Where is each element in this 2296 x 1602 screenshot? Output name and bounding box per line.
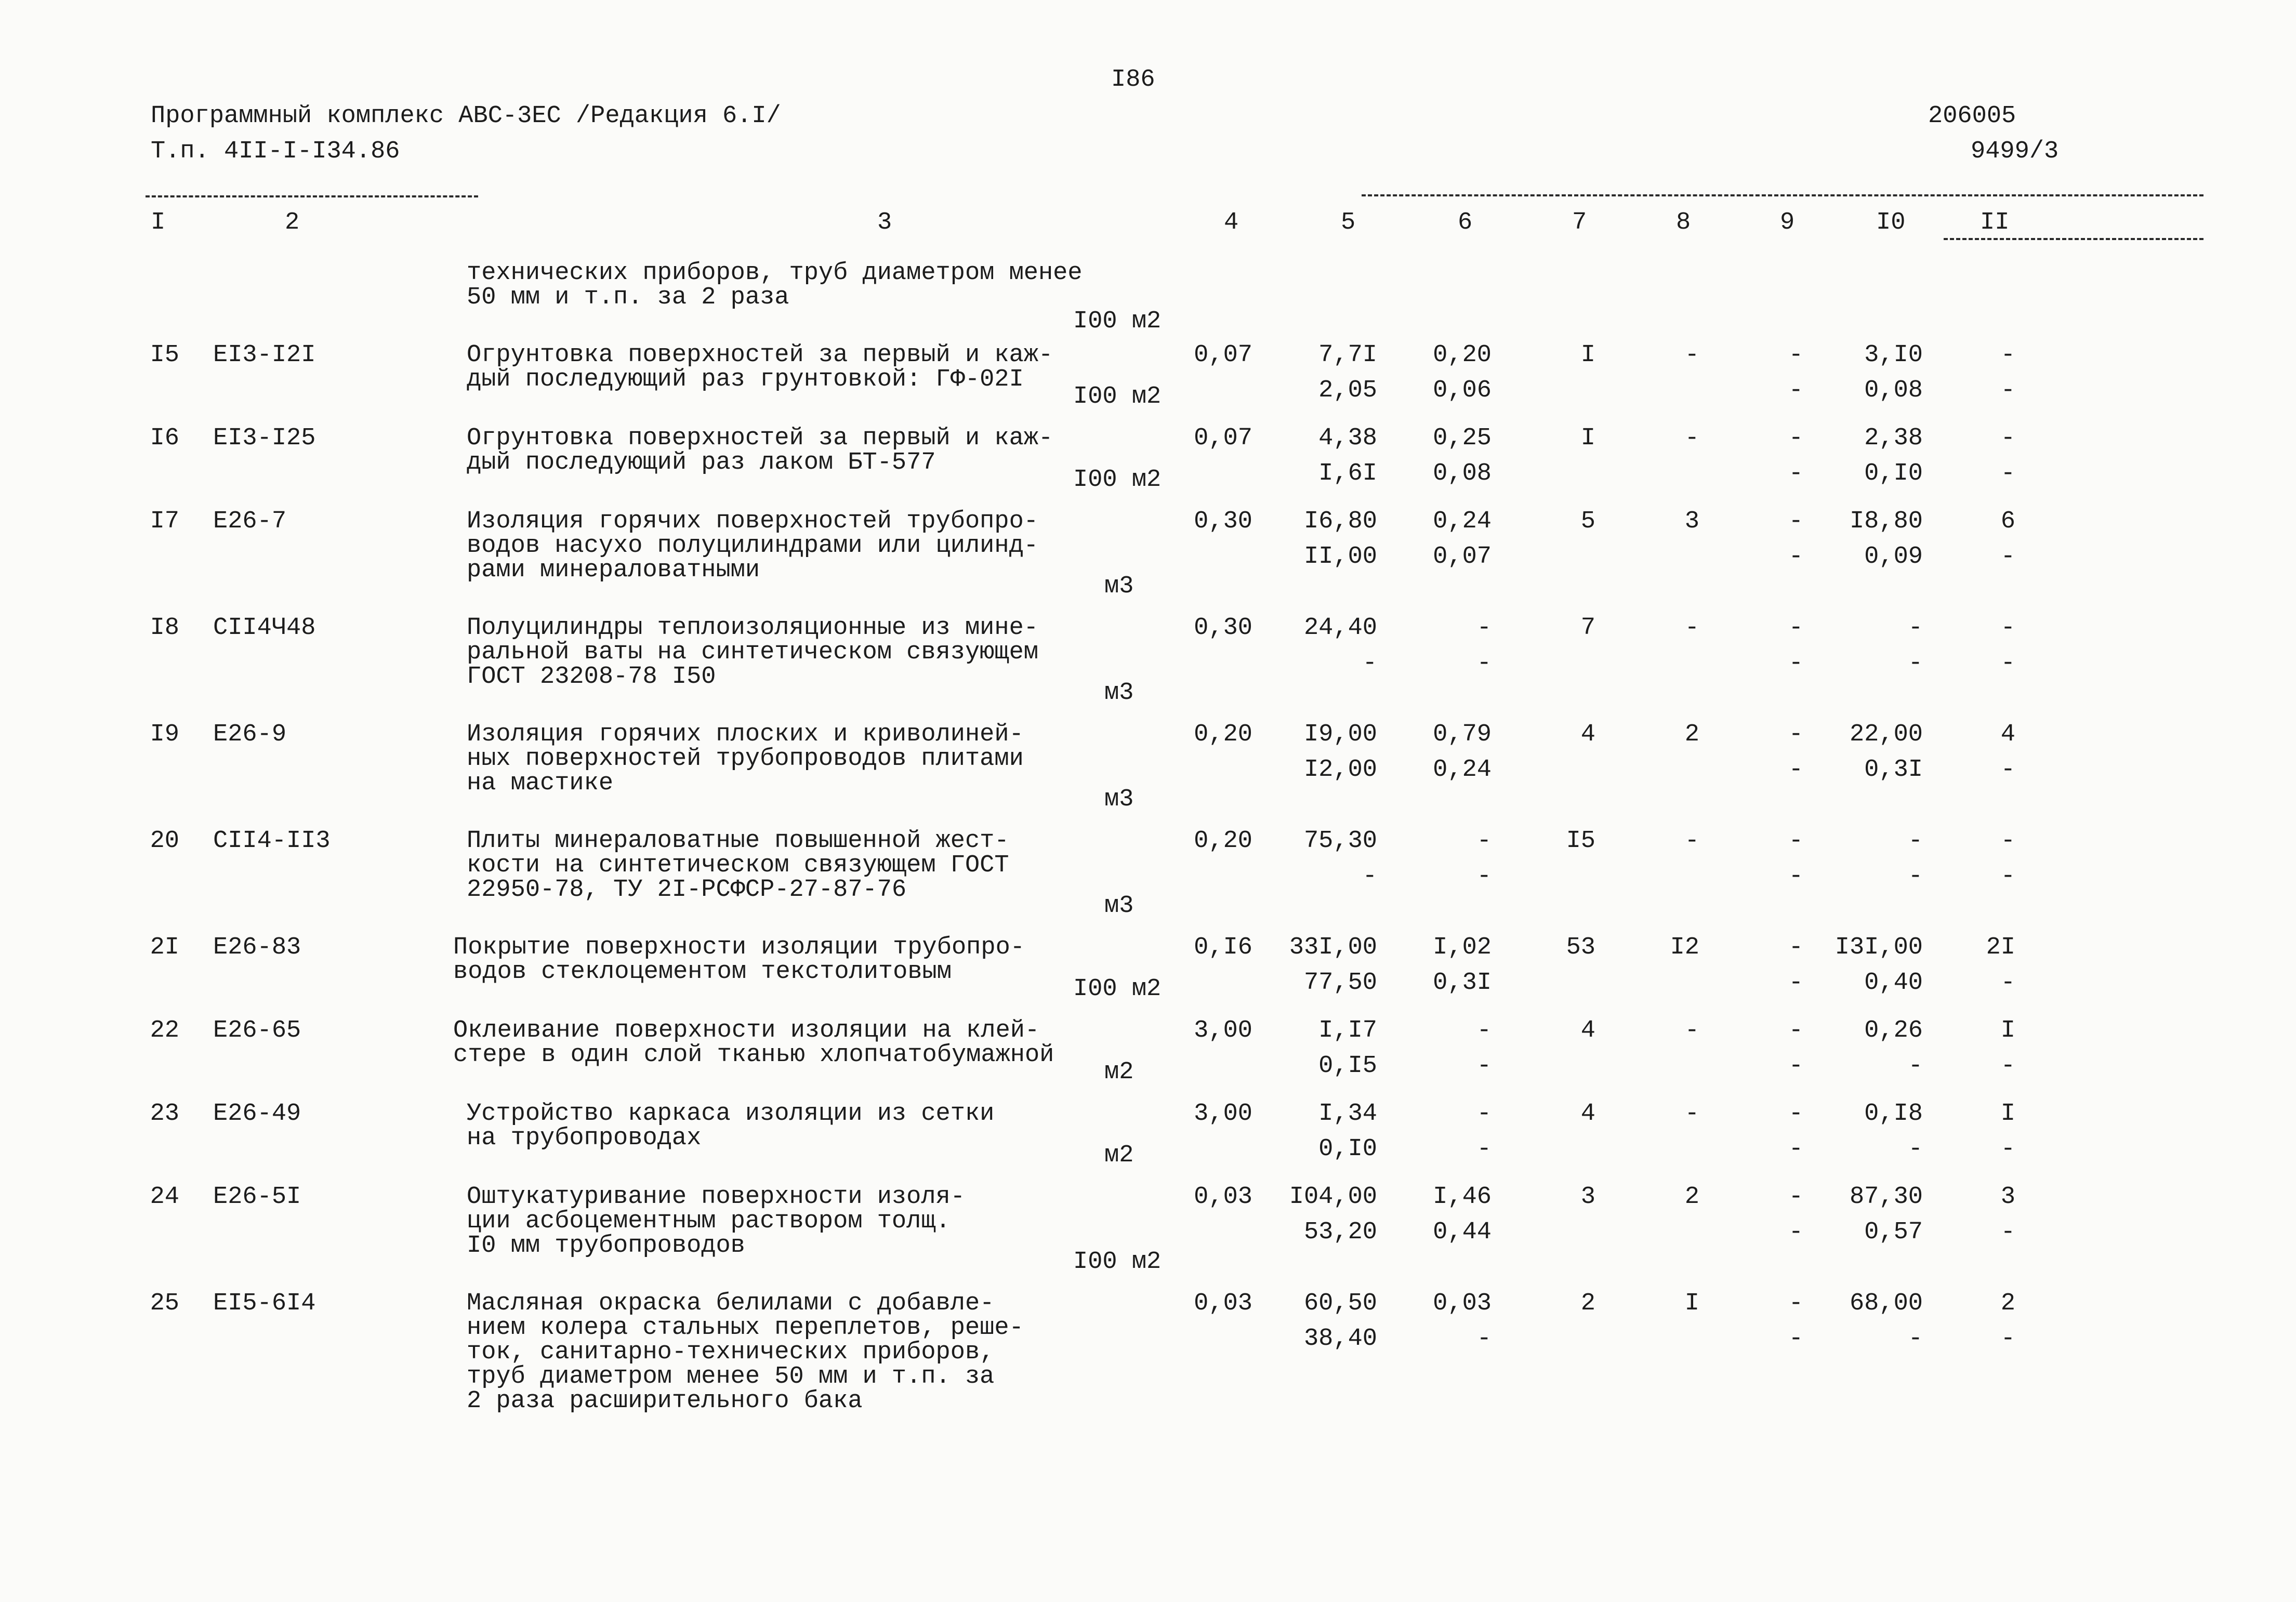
- col9-value: -: [1788, 1219, 1803, 1246]
- col5-value: 33I,00: [1289, 934, 1377, 961]
- col8-value: -: [1684, 827, 1699, 855]
- col7-value: 53: [1566, 934, 1595, 961]
- column-number: II: [1980, 209, 2010, 236]
- col5-value: 24,40: [1303, 614, 1377, 642]
- document-code: 206005: [1928, 102, 2016, 130]
- row-description-line: Огрунтовка поверхностей за первый и каж-: [467, 425, 1053, 452]
- column-number: 6: [1458, 209, 1473, 236]
- col10-value: I8,80: [1849, 508, 1923, 535]
- col6-value: -: [1476, 1052, 1492, 1080]
- column-rule: [1944, 238, 2203, 240]
- row-description-line: Устройство каркаса изоляции из сетки: [467, 1100, 995, 1128]
- col11-value: 6: [2000, 508, 2015, 535]
- col10-value: -: [1908, 1135, 1923, 1163]
- row-description-line: водов насухо полуцилиндрами или цилинд-: [467, 532, 1038, 560]
- project-code: Т.п. 4II-I-I34.86: [151, 138, 400, 165]
- col7-value: 7: [1580, 614, 1595, 642]
- col9-value: -: [1788, 827, 1803, 855]
- col9-value: -: [1788, 1183, 1803, 1211]
- row-description-line: ГОСТ 23208-78 I50: [467, 663, 716, 691]
- row-description-line: водов стеклоцементом текстолитовым: [453, 958, 952, 986]
- column-number: I: [151, 209, 166, 236]
- row-description-line: кости на синтетическом связующем ГОСТ: [467, 852, 1009, 879]
- col5-value: 4,38: [1318, 425, 1377, 452]
- col7-value: 5: [1580, 508, 1595, 535]
- row-code: EI5-6I4: [213, 1290, 316, 1317]
- row-description-line: дый последующий раз лаком БТ-577: [467, 449, 936, 476]
- row-description-line: Полуцилиндры теплоизоляционные из мине-: [467, 614, 1038, 642]
- row-description-line: Изоляция горячих плоских и криволиней-: [467, 721, 1024, 748]
- col5-value: I04,00: [1289, 1183, 1377, 1211]
- quantity-value: 0,20: [1194, 827, 1252, 855]
- col7-value: 4: [1580, 1100, 1595, 1128]
- col8-value: I2: [1670, 934, 1699, 961]
- col9-value: -: [1788, 756, 1803, 784]
- row-description-line: на мастике: [467, 770, 614, 797]
- col11-value: -: [2000, 650, 2015, 677]
- col5-value: I,I7: [1318, 1017, 1377, 1044]
- continuation-line: технических приборов, труб диаметром менее: [467, 259, 1083, 287]
- col9-value: -: [1788, 969, 1803, 997]
- col10-value: 0,I8: [1864, 1100, 1923, 1128]
- col7-value: 3: [1580, 1183, 1595, 1211]
- unit-label: I00 м2: [1073, 1248, 1162, 1276]
- quantity-value: 0,20: [1194, 721, 1252, 748]
- col6-value: -: [1476, 1100, 1492, 1128]
- column-number: 8: [1676, 209, 1691, 236]
- row-number: 23: [150, 1100, 179, 1128]
- quantity-value: 0,07: [1194, 341, 1252, 369]
- col9-value: -: [1788, 543, 1803, 571]
- col8-value: 2: [1684, 1183, 1699, 1211]
- column-number: 3: [877, 209, 892, 236]
- col10-value: 68,00: [1849, 1290, 1923, 1317]
- col11-value: -: [2000, 543, 2015, 571]
- col5-value: II,00: [1303, 543, 1377, 571]
- col9-value: -: [1788, 341, 1803, 369]
- unit-label: I00 м2: [1073, 466, 1162, 494]
- row-description-line: 22950-78, ТУ 2I-РСФСР-27-87-76: [467, 876, 907, 904]
- quantity-value: 0,I6: [1194, 934, 1252, 961]
- col6-value: 0,03: [1433, 1290, 1492, 1317]
- col9-value: -: [1788, 425, 1803, 452]
- col5-value: 38,40: [1303, 1325, 1377, 1353]
- quantity-value: 0,03: [1194, 1290, 1252, 1317]
- col10-value: 2,38: [1864, 425, 1923, 452]
- row-description-line: нием колера стальных переплетов, реше-: [467, 1314, 1024, 1342]
- unit-label: м2: [1104, 1058, 1134, 1086]
- col8-value: I: [1684, 1290, 1699, 1317]
- col6-value: -: [1476, 863, 1492, 890]
- quantity-value: 0,03: [1194, 1183, 1252, 1211]
- row-code: E26-65: [213, 1017, 301, 1044]
- col10-value: -: [1908, 863, 1923, 890]
- unit-label: м3: [1104, 892, 1134, 920]
- quantity-value: 0,07: [1194, 425, 1252, 452]
- col7-value: I5: [1566, 827, 1595, 855]
- col9-value: -: [1788, 1017, 1803, 1044]
- col7-value: I: [1580, 341, 1595, 369]
- col8-value: -: [1684, 341, 1699, 369]
- col5-value: 0,I5: [1318, 1052, 1377, 1080]
- col5-value: 75,30: [1303, 827, 1377, 855]
- col10-value: 0,26: [1864, 1017, 1923, 1044]
- col5-value: 60,50: [1303, 1290, 1377, 1317]
- col6-value: 0,24: [1433, 508, 1492, 535]
- col5-value: 2,05: [1318, 377, 1377, 404]
- page-number: I86: [1111, 66, 1155, 94]
- col5-value: I9,00: [1303, 721, 1377, 748]
- col6-value: 0,44: [1433, 1219, 1492, 1246]
- col8-value: -: [1684, 1017, 1699, 1044]
- quantity-value: 0,30: [1194, 614, 1252, 642]
- col11-value: -: [2000, 756, 2015, 784]
- col10-value: -: [1908, 650, 1923, 677]
- col10-value: 0,I0: [1864, 460, 1923, 487]
- col9-value: -: [1788, 650, 1803, 677]
- col11-value: 4: [2000, 721, 2015, 748]
- col11-value: -: [2000, 460, 2015, 487]
- col6-value: -: [1476, 1325, 1492, 1353]
- col5-value: -: [1362, 650, 1377, 677]
- row-code: CII4-II3: [213, 827, 331, 855]
- row-description-line: труб диаметром менее 50 мм и т.п. за: [467, 1363, 995, 1391]
- row-description-line: ток, санитарно-технических приборов,: [467, 1339, 995, 1366]
- col5-value: I2,00: [1303, 756, 1377, 784]
- header-rule-left: [146, 195, 478, 197]
- col6-value: 0,20: [1433, 341, 1492, 369]
- col11-value: -: [2000, 827, 2015, 855]
- col6-value: 0,07: [1433, 543, 1492, 571]
- row-number: I5: [150, 341, 179, 369]
- row-number: 22: [150, 1017, 179, 1044]
- row-number: 2I: [150, 934, 179, 961]
- col10-value: 87,30: [1849, 1183, 1923, 1211]
- row-description-line: Масляная окраска белилами с добавле-: [467, 1290, 995, 1317]
- col11-value: -: [2000, 863, 2015, 890]
- col10-value: 0,08: [1864, 377, 1923, 404]
- row-description-line: Изоляция горячих поверхностей трубопро-: [467, 508, 1038, 535]
- col5-value: 53,20: [1303, 1219, 1377, 1246]
- row-number: I7: [150, 508, 179, 535]
- row-description-line: ральной ваты на синтетическом связующем: [467, 639, 1038, 666]
- col6-value: 0,08: [1433, 460, 1492, 487]
- row-description-line: стере в один слой тканью хлопчатобумажной: [453, 1041, 1054, 1069]
- col11-value: -: [2000, 377, 2015, 404]
- row-code: E26-49: [213, 1100, 301, 1128]
- row-number: 24: [150, 1183, 179, 1211]
- col9-value: -: [1788, 721, 1803, 748]
- col6-value: 0,79: [1433, 721, 1492, 748]
- unit-label: I00 м2: [1073, 308, 1162, 335]
- row-description-line: Покрытие поверхности изоляции трубопро-: [453, 934, 1025, 961]
- col5-value: I,34: [1318, 1100, 1377, 1128]
- row-code: EI3-I2I: [213, 341, 316, 369]
- unit-label: м3: [1104, 786, 1134, 813]
- col10-value: 0,57: [1864, 1219, 1923, 1246]
- col10-value: I3I,00: [1835, 934, 1923, 961]
- header-rule-right: [1362, 194, 2203, 196]
- row-number: I6: [150, 425, 179, 452]
- column-number: 9: [1780, 209, 1795, 236]
- col7-value: 4: [1580, 721, 1595, 748]
- row-number: 25: [150, 1290, 179, 1317]
- col7-value: 2: [1580, 1290, 1595, 1317]
- col11-value: -: [2000, 1219, 2015, 1246]
- col11-value: -: [2000, 614, 2015, 642]
- col9-value: -: [1788, 934, 1803, 961]
- col6-value: 0,25: [1433, 425, 1492, 452]
- col10-value: 0,3I: [1864, 756, 1923, 784]
- col6-value: -: [1476, 1135, 1492, 1163]
- col6-value: I,02: [1433, 934, 1492, 961]
- col9-value: -: [1788, 1290, 1803, 1317]
- col10-value: -: [1908, 1052, 1923, 1080]
- col10-value: 0,40: [1864, 969, 1923, 997]
- col9-value: -: [1788, 377, 1803, 404]
- unit-label: м3: [1104, 573, 1134, 600]
- col9-value: -: [1788, 1100, 1803, 1128]
- col11-value: 2: [2000, 1290, 2015, 1317]
- col10-value: -: [1908, 827, 1923, 855]
- col10-value: 3,I0: [1864, 341, 1923, 369]
- col10-value: -: [1908, 1325, 1923, 1353]
- col5-value: I6,80: [1303, 508, 1377, 535]
- quantity-value: 0,30: [1194, 508, 1252, 535]
- col9-value: -: [1788, 614, 1803, 642]
- quantity-value: 3,00: [1194, 1017, 1252, 1044]
- column-number: I0: [1876, 209, 1906, 236]
- col6-value: -: [1476, 827, 1492, 855]
- quantity-value: 3,00: [1194, 1100, 1252, 1128]
- col8-value: -: [1684, 425, 1699, 452]
- row-description-line: рами минераловатными: [467, 557, 760, 584]
- sheet-code: 9499/3: [1971, 138, 2059, 165]
- col9-value: -: [1788, 863, 1803, 890]
- row-description-line: I0 мм трубопроводов: [467, 1232, 745, 1260]
- col11-value: I: [2000, 1100, 2015, 1128]
- row-description-line: дый последующий раз грунтовкой: ГФ-02I: [467, 366, 1024, 393]
- col11-value: -: [2000, 1052, 2015, 1080]
- unit-label: м3: [1104, 679, 1134, 707]
- row-code: E26-9: [213, 721, 287, 748]
- row-code: E26-5I: [213, 1183, 301, 1211]
- col9-value: -: [1788, 1135, 1803, 1163]
- col9-value: -: [1788, 460, 1803, 487]
- row-number: I8: [150, 614, 179, 642]
- col5-value: 0,I0: [1318, 1135, 1377, 1163]
- unit-label: I00 м2: [1073, 383, 1162, 411]
- row-code: E26-7: [213, 508, 287, 535]
- col5-value: 77,50: [1303, 969, 1377, 997]
- col11-value: I: [2000, 1017, 2015, 1044]
- column-number: 4: [1224, 209, 1239, 236]
- row-description-line: Оштукатуривание поверхности изоля-: [467, 1183, 965, 1211]
- row-description-line: Плиты минераловатные повышенной жест-: [467, 827, 1009, 855]
- col9-value: -: [1788, 1325, 1803, 1353]
- row-description-line: ных поверхностей трубопроводов плитами: [467, 745, 1024, 773]
- row-description-line: Оклеивание поверхности изоляции на клей-: [453, 1017, 1040, 1044]
- unit-label: м2: [1104, 1142, 1134, 1169]
- col11-value: 3: [2000, 1183, 2015, 1211]
- col11-value: -: [2000, 969, 2015, 997]
- col8-value: 3: [1684, 508, 1699, 535]
- row-number: I9: [150, 721, 179, 748]
- col8-value: -: [1684, 614, 1699, 642]
- row-description-line: 2 раза расширительного бака: [467, 1387, 863, 1415]
- row-code: E26-83: [213, 934, 301, 961]
- row-number: 20: [150, 827, 179, 855]
- col5-value: I,6I: [1318, 460, 1377, 487]
- unit-label: I00 м2: [1073, 975, 1162, 1003]
- col5-value: 7,7I: [1318, 341, 1377, 369]
- program-title: Программный комплекс АВС-3ЕС /Редакция 6.I/: [151, 102, 781, 130]
- col5-value: -: [1362, 863, 1377, 890]
- col10-value: -: [1908, 614, 1923, 642]
- col6-value: -: [1476, 650, 1492, 677]
- col6-value: -: [1476, 614, 1492, 642]
- col6-value: 0,3I: [1433, 969, 1492, 997]
- col9-value: -: [1788, 508, 1803, 535]
- row-description-line: Огрунтовка поверхностей за первый и каж-: [467, 341, 1053, 369]
- col6-value: I,46: [1433, 1183, 1492, 1211]
- continuation-line: 50 мм и т.п. за 2 раза: [467, 284, 789, 311]
- col11-value: -: [2000, 1135, 2015, 1163]
- col10-value: 0,09: [1864, 543, 1923, 571]
- col6-value: 0,24: [1433, 756, 1492, 784]
- row-description-line: на трубопроводах: [467, 1124, 702, 1152]
- column-number: 2: [285, 209, 300, 236]
- row-description-line: ции асбоцементным раствором толщ.: [467, 1208, 951, 1235]
- col7-value: I: [1580, 425, 1595, 452]
- col11-value: -: [2000, 1325, 2015, 1353]
- col11-value: -: [2000, 425, 2015, 452]
- col11-value: -: [2000, 341, 2015, 369]
- col8-value: 2: [1684, 721, 1699, 748]
- column-number: 5: [1341, 209, 1356, 236]
- col10-value: 22,00: [1849, 721, 1923, 748]
- row-code: EI3-I25: [213, 425, 316, 452]
- row-code: CII4Ч48: [213, 614, 316, 642]
- col6-value: 0,06: [1433, 377, 1492, 404]
- col9-value: -: [1788, 1052, 1803, 1080]
- column-number: 7: [1572, 209, 1587, 236]
- col11-value: 2I: [1986, 934, 2015, 961]
- col6-value: -: [1476, 1017, 1492, 1044]
- col8-value: -: [1684, 1100, 1699, 1128]
- col7-value: 4: [1580, 1017, 1595, 1044]
